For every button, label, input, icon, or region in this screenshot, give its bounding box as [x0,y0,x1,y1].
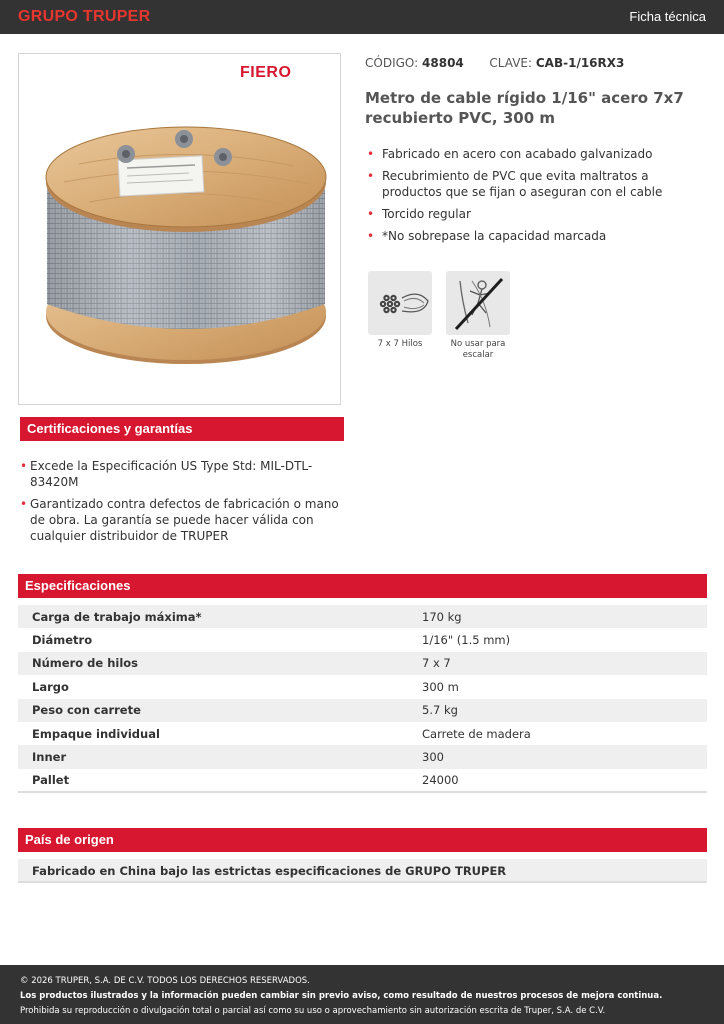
no-climb-label: No usar para escalar [450,339,506,360]
brand-logo: GRUPO TRUPER [18,8,151,25]
spec-value: 1/16" (1.5 mm) [422,633,511,648]
spec-value: 24000 [422,769,707,792]
strand-7x7-label: 7 x 7 Hilos [377,339,423,349]
doc-type-label: Ficha técnica [629,9,706,24]
spec-label: Diámetro [32,633,93,648]
certification-item: • Garantizado contra defectos de fabricación o mano de obra. La garantía se puede hacer válida con cualquier distribuidor de TRUPER [20,496,340,544]
fiero-logo: FIERO [240,64,292,81]
spec-label: Largo [32,679,69,694]
footer-prohibition: Prohibida su reproducción o divulgación total o parcial así como su uso o aprovechamiento sin autorización escrita de Truper, S.A. de C.V. [20,1006,606,1016]
spec-value: 170 kg [422,605,707,628]
no-climb-icon [446,271,510,335]
spec-label: Carga de trabajo máxima* [18,605,422,628]
spec-label: Peso con carrete [18,699,422,722]
table-row [18,652,707,675]
spec-value: Carrete de madera [422,726,531,741]
product-title: Metro de cable rígido 1/16" acero 7x7 recubierto PVC, 300 m [365,89,684,127]
certifications-header: Certificaciones y garantías [20,417,344,441]
feature-item: • *No sobrepase la capacidad marcada [365,228,710,244]
feature-list [365,146,710,250]
spec-label: Pallet [18,769,422,792]
footer-copyright: © 2026 TRUPER, S.A. DE C.V. TODOS LOS DERECHOS RESERVADOS. [20,976,310,986]
spec-label: Número de hilos [18,652,422,675]
certifications-list [20,458,340,550]
specs-header: Especificaciones [18,574,707,598]
origin-text: Fabricado en China bajo las estrictas especificaciones de GRUPO TRUPER [18,859,707,883]
cable-spool-illustration [19,54,341,405]
spec-value: 7 x 7 [422,652,707,675]
footer [0,965,724,1024]
table-row [18,605,707,628]
table-row [18,699,707,722]
feature-item: • Torcido regular [365,206,710,222]
footer-notice: Los productos ilustrados y la información pueden cambiar sin previo aviso, como resultado de nuestros procesos de mejora continua. [20,991,663,1001]
spec-value: 300 m [422,679,459,694]
specs-table [18,605,707,793]
table-row [18,769,707,792]
product-image [18,53,341,405]
clave-value: CAB-1/16RX3 [535,56,625,70]
spec-label: Inner [18,745,422,768]
certification-item: • Excede la Especificación US Type Std: MIL-DTL-83420M [20,458,340,490]
strand-7x7-icon [368,271,432,335]
feature-item: • Fabricado en acero con acabado galvanizado [365,146,710,162]
clave-label: CLAVE: [489,56,533,70]
codigo-label: CÓDIGO: [365,56,419,70]
spec-value: 5.7 kg [422,699,707,722]
table-row [18,745,707,768]
origin-header: País de origen [18,828,707,852]
product-codes [365,56,624,70]
spec-value: 300 [422,745,707,768]
table-row [18,675,707,698]
header-bar [0,0,724,34]
feature-item: • Recubrimiento de PVC que evita maltratos a productos que se fijan o aseguran con el cable [365,168,710,200]
codigo-value: 48804 [422,56,464,70]
table-row [18,628,707,651]
spec-label: Empaque individual [32,726,160,741]
table-row [18,722,707,745]
